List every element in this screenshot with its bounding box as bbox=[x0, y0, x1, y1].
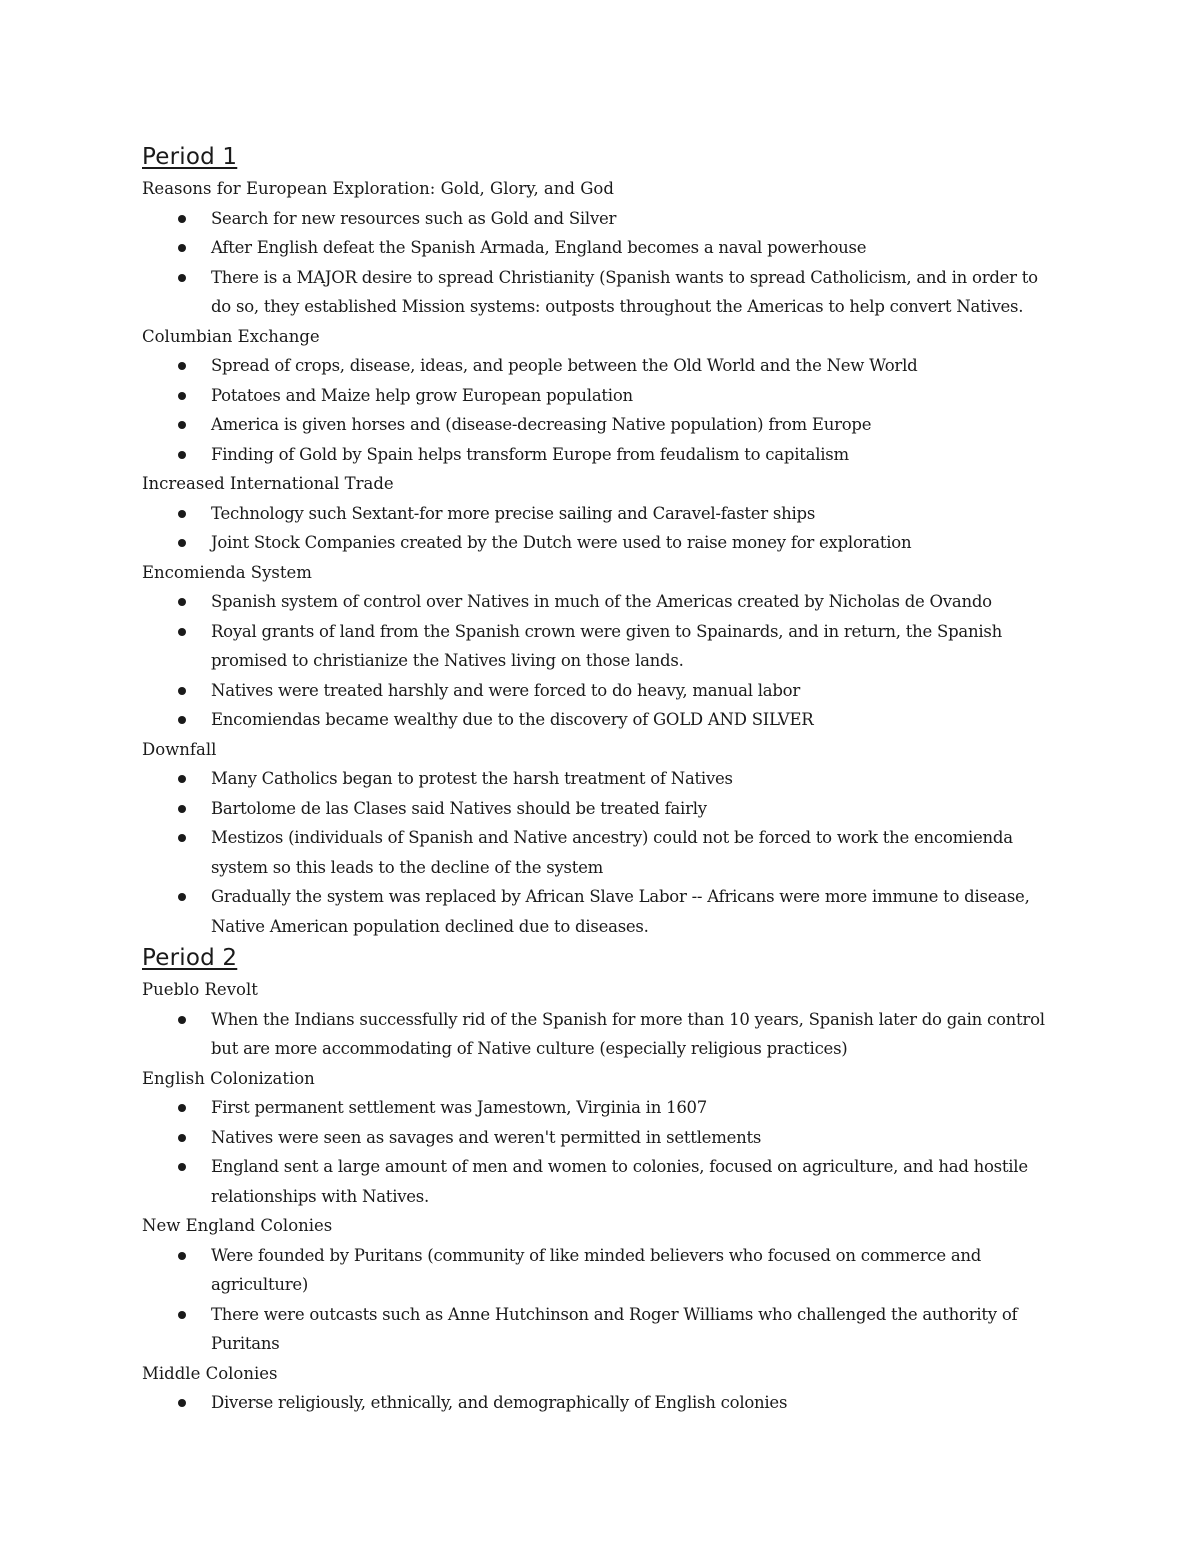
bullet-item bbox=[142, 204, 1062, 234]
bullet-item bbox=[142, 1123, 1062, 1153]
bullet-item bbox=[142, 587, 1062, 617]
bullet-list bbox=[142, 204, 1062, 322]
bullet-dot-icon bbox=[178, 598, 186, 606]
bullet-dot-icon bbox=[178, 1163, 186, 1171]
bullet-text: Bartolome de las Clases said Natives should be treated fairly bbox=[211, 798, 707, 818]
bullet-text: Joint Stock Companies created by the Dutch were used to raise money for exploration bbox=[211, 533, 912, 552]
bullet-text: There were outcasts such as Anne Hutchinson and Roger Williams who challenged the authority of Puritans bbox=[211, 1304, 1018, 1353]
bullet-text: England sent a large amount of men and women to colonies, focused on agriculture, and had hostile relationships with Natives. bbox=[211, 1157, 1028, 1206]
bullet-list bbox=[142, 351, 1062, 469]
bullet-item bbox=[142, 676, 1062, 706]
section-title: Downfall bbox=[142, 739, 217, 759]
bullet-text: Potatoes and Maize help grow European population bbox=[211, 385, 633, 405]
bullet-list bbox=[142, 1093, 1062, 1211]
section-title: New England Colonies bbox=[142, 1216, 333, 1235]
bullet-item bbox=[142, 263, 1062, 322]
bullet-list bbox=[142, 587, 1062, 735]
bullet-dot-icon bbox=[178, 1311, 186, 1319]
bullet-dot-icon bbox=[178, 687, 186, 695]
section-title: Increased International Trade bbox=[142, 474, 394, 493]
bullet-dot-icon bbox=[178, 539, 186, 547]
bullet-dot-icon bbox=[178, 274, 186, 282]
bullet-dot-icon bbox=[178, 805, 186, 813]
bullet-list bbox=[142, 499, 1062, 558]
bullet-dot-icon bbox=[178, 893, 186, 901]
bullet-text: Encomiendas became wealthy due to the discovery of GOLD AND SILVER bbox=[211, 710, 814, 729]
bullet-item bbox=[142, 1152, 1062, 1211]
bullet-item bbox=[142, 233, 1062, 263]
bullet-item bbox=[142, 351, 1062, 381]
bullet-text: America is given horses and (disease-decreasing Native population) from Europe bbox=[211, 415, 872, 434]
bullet-list bbox=[142, 1388, 1062, 1418]
bullet-dot-icon bbox=[178, 628, 186, 636]
bullet-text: When the Indians successfully rid of the Spanish for more than 10 years, Spanish later do gain control but are more accommodating of Native culture (especially religious practices) bbox=[211, 1009, 1045, 1058]
bullet-item bbox=[142, 764, 1062, 794]
bullet-text: First permanent settlement was Jamestown, Virginia in 1607 bbox=[211, 1098, 708, 1117]
bullet-dot-icon bbox=[178, 1399, 186, 1407]
bullet-text: Diverse religiously, ethnically, and demographically of English colonies bbox=[211, 1393, 788, 1412]
bullet-item bbox=[142, 705, 1062, 735]
bullet-item bbox=[142, 1241, 1062, 1300]
section-title: Encomienda System bbox=[142, 562, 312, 582]
bullet-text: Technology such Sextant-for more precise sailing and Caravel-faster ships bbox=[211, 503, 816, 523]
section-title: Columbian Exchange bbox=[142, 326, 320, 346]
bullet-dot-icon bbox=[178, 834, 186, 842]
bullet-item bbox=[142, 499, 1062, 529]
bullet-list bbox=[142, 1241, 1062, 1359]
bullet-item bbox=[142, 823, 1062, 882]
bullet-text: Finding of Gold by Spain helps transform Europe from feudalism to capitalism bbox=[211, 444, 849, 464]
bullet-list bbox=[142, 764, 1062, 941]
section-title: English Colonization bbox=[142, 1068, 315, 1088]
bullet-item bbox=[142, 1093, 1062, 1123]
bullet-item bbox=[142, 440, 1062, 470]
bullet-text: Spread of crops, disease, ideas, and people between the Old World and the New World bbox=[211, 356, 918, 375]
bullet-item bbox=[142, 1300, 1062, 1359]
bullet-item bbox=[142, 794, 1062, 824]
bullet-text: Royal grants of land from the Spanish crown were given to Spainards, and in return, the Spanish promised to christianize the Natives living on those lands. bbox=[211, 621, 1003, 670]
bullet-dot-icon bbox=[178, 510, 186, 518]
period-heading: Period 1 bbox=[142, 144, 238, 170]
bullet-list bbox=[142, 1005, 1062, 1064]
bullet-item bbox=[142, 617, 1062, 676]
bullet-dot-icon bbox=[178, 1134, 186, 1142]
section-title: Middle Colonies bbox=[142, 1363, 278, 1383]
bullet-dot-icon bbox=[178, 1104, 186, 1112]
bullet-dot-icon bbox=[178, 421, 186, 429]
bullet-dot-icon bbox=[178, 1016, 186, 1024]
document-content bbox=[142, 140, 1062, 1418]
bullet-text: Were founded by Puritans (community of like minded believers who focused on commerce and agriculture) bbox=[211, 1245, 982, 1294]
bullet-text: There is a MAJOR desire to spread Christianity (Spanish wants to spread Catholicism, and in order to do so, they established Mission systems: outposts throughout the Americas to help convert Natives. bbox=[211, 267, 1038, 316]
bullet-dot-icon bbox=[178, 392, 186, 400]
bullet-dot-icon bbox=[178, 716, 186, 724]
bullet-dot-icon bbox=[178, 1252, 186, 1260]
period-heading: Period 2 bbox=[142, 945, 238, 971]
bullet-item bbox=[142, 381, 1062, 411]
bullet-item bbox=[142, 882, 1062, 941]
bullet-dot-icon bbox=[178, 215, 186, 223]
bullet-text: Mestizos (individuals of Spanish and Native ancestry) could not be forced to work the encomienda system so this leads to the decline of the system bbox=[211, 828, 1013, 877]
bullet-text: Search for new resources such as Gold and Silver bbox=[211, 208, 617, 228]
bullet-item bbox=[142, 1005, 1062, 1064]
bullet-text: Spanish system of control over Natives in much of the Americas created by Nicholas de Ovando bbox=[211, 592, 992, 611]
bullet-dot-icon bbox=[178, 451, 186, 459]
section-title: Reasons for European Exploration: Gold, Glory, and God bbox=[142, 179, 614, 198]
bullet-text: Many Catholics began to protest the harsh treatment of Natives bbox=[211, 769, 733, 788]
bullet-item bbox=[142, 410, 1062, 440]
bullet-dot-icon bbox=[178, 244, 186, 252]
section-title: Pueblo Revolt bbox=[142, 980, 258, 999]
bullet-item bbox=[142, 1388, 1062, 1418]
bullet-text: Natives were seen as savages and weren't permitted in settlements bbox=[211, 1127, 762, 1147]
bullet-item bbox=[142, 528, 1062, 558]
bullet-text: Gradually the system was replaced by African Slave Labor -- Africans were more immune to disease, Native American population declined due to diseases. bbox=[211, 887, 1030, 936]
bullet-text: Natives were treated harshly and were forced to do heavy, manual labor bbox=[211, 680, 800, 700]
bullet-text: After English defeat the Spanish Armada, England becomes a naval powerhouse bbox=[211, 238, 867, 257]
bullet-dot-icon bbox=[178, 362, 186, 370]
bullet-dot-icon bbox=[178, 775, 186, 783]
